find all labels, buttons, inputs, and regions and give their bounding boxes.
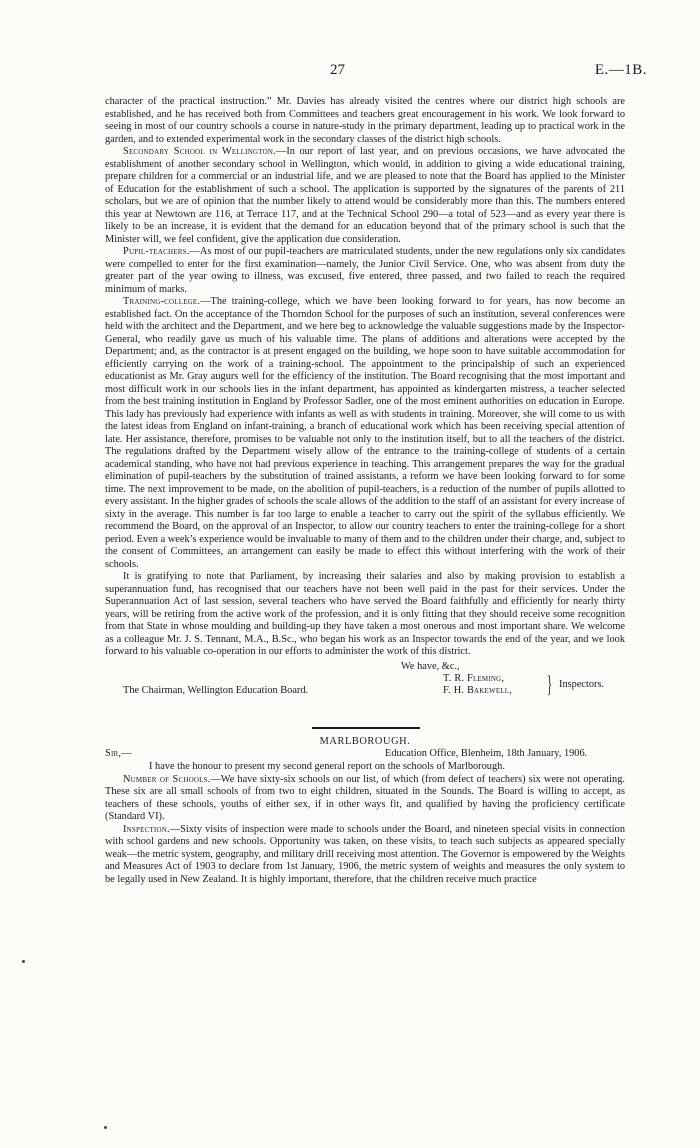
paragraph-text: —We have sixty-six schools on our list, of which (from defect of teachers) six were not operating. These six are all small schools of from two to eight children, situated in the Sounds. The Board is willing to accept, as teachers of these schools, youths of either sex, if in other ways fit, and qualified by having the proficiency certificate (Standard VI). bbox=[105, 773, 625, 822]
document-reference: E.—1B. bbox=[594, 62, 647, 78]
scan-speck bbox=[22, 960, 25, 963]
section-heading: Pupil-teachers. bbox=[123, 246, 190, 257]
section-heading: Secondary School in Wellington. bbox=[123, 146, 276, 157]
page-number: 27 bbox=[330, 62, 345, 78]
addressee: The Chairman, Wellington Education Board. bbox=[123, 684, 309, 696]
paragraph-superannuation bbox=[105, 571, 625, 659]
signatory-role: Inspectors. bbox=[559, 678, 605, 690]
section-heading: Training-college. bbox=[123, 296, 201, 307]
paragraph-intro bbox=[105, 761, 625, 774]
section-heading: Number of Schools. bbox=[123, 773, 211, 785]
section-heading: Inspection. bbox=[123, 823, 170, 835]
paragraph-pupil-teachers bbox=[105, 246, 625, 296]
signatory-fleming: T. R. Fleming, bbox=[443, 672, 505, 684]
section-title-marlborough: MARLBOROUGH. bbox=[319, 735, 411, 747]
paragraph-text: I have the honour to present my second general report on the schools of Marlborough. bbox=[149, 761, 505, 772]
salutation: Sir,— bbox=[105, 748, 132, 759]
scan-speck bbox=[104, 1126, 107, 1129]
signatory-bakewell: F. H. Bakewell, bbox=[443, 684, 513, 696]
paragraph-text: It is gratifying to note that Parliament, by increasing their salaries and also by making provision to establish a superannuation fund, has recognised that our teachers have not been well paid in the past for their services. Under the Superannuation Act of last session, several teachers who have served the Board faithfully and efficiently for nearly thirty years, will be retiring from the active work of the profession, and it is only fitting that they should receive some recognition from that State in whose moulding and building-up they have taken a most onerous and most important share. We welcome as a colleague Mr. J. S. Tennant, M.A., B.Sc., who began his work as an Inspector towards the end of the year, and we look forward to his valuable co-operation in our efforts to administer the work of this district. bbox=[105, 571, 625, 657]
letter-address-date: Education Office, Blenheim, 18th January, 1906. bbox=[385, 748, 588, 759]
paragraph-text: —The training-college, which we have been looking forward to for years, has now become an established fact. On the acceptance of the Thorndon School for the purposes of such an institution, several conferences were held with the architect and the Department, and we here beg to acknowledge the valuable suggestions made by the Inspector-General, who readily gave us much of his valuable time. The plans of additions and alterations were accepted by the Department; and, as the contractor is at present engaged on the building, we hope soon to have suitable accommodation for efficiently carrying on the work of a training-school. The appointment to the principalship of such an experienced educationist as Mr. Gray augurs well for the efficiency of the institution. The Board recognising that the most important and most difficult work in our schools lies in the infant department, has appointed as kindergarten mistress, a teacher selected from the best training institution in England by Professor Sadler, one of the most eminent authorities on education in Europe. This lady has previously had experience with infants as well as with students in training. Moreover, she will come to us with the latest ideas from England on infant-training, a branch of educational work which has been receiving special attention of late. Her assistance, therefore, promises to be valuable not only to the institution itself, but to all the teachers of the district. The regulations drafted by the Department wisely allow of the entrance to the training-college of students of a certain academical standing, who have not had previous experience in teaching. This arrangement prepares the way for the gradual elimination of pupil-teachers by the substitution of trained assistants, a reform we have been looking forward to for some time. The next improvement to be made, on the abolition of pupil-teachers, is a reduction of the number of pupils allotted to every assistant. In the higher grades of schools the scale allows of the addition to the staff of an assistant for every increase of sixty in the average. This number is far too large to enable a teacher to carry out the spirit of the syllabus efficiently. We recommend the Board, on the approval of an Inspector, to allow our country teachers to enter the training-college for a short period. Even a week’s experience would be invaluable to many of them and to the children under their charge, and, subject to the consent of Committees, an arrangement can easily be made to effect this without interfering with the work of their schools. bbox=[105, 296, 625, 570]
paragraph-text: —In our report of last year, and on previous occasions, we have advocated the establishment of another secondary school in Wellington, which would, in addition to giving a wide educational training, prepare children for a commercial or an industrial life, and we are pleased to note that the Board has applied to the Minister of Education for the establishment of such a school. The application is supported by the signatures of the parents of 211 scholars, but we are of opinion that the number likely to attend would be considerably more than this. The numbers entered this year at Newtown are 116, at Terrace 117, and at the Technical School 290—a total of 523—and as every year there is likely to be an increase, it is evident that the demand for an education beyond that of the primary school is such that the Minister will, we feel confident, give the application due consideration. bbox=[105, 146, 625, 245]
signature-block bbox=[105, 661, 625, 721]
paragraph-inspection bbox=[105, 824, 625, 887]
page-header bbox=[0, 62, 700, 82]
report-body bbox=[105, 96, 625, 886]
brace-glyph: } bbox=[547, 671, 553, 698]
paragraph-training-college bbox=[105, 296, 625, 571]
closing-phrase: We have, &c., bbox=[401, 660, 460, 672]
section-divider bbox=[312, 727, 420, 729]
paragraph-text: character of the practical instruction.” Mr. Davies has already visited the centres where our district high schools are established, and he has received both from Committees and teachers great encouragement in his work. We look forward to seeing in most of our country schools a course in nature-study in the primary department, leading up to practical work in the garden, and to extended experimental work in the secondary classes of the district high schools. bbox=[105, 96, 625, 145]
paragraph-number-of-schools bbox=[105, 774, 625, 824]
paragraph-text: —As most of our pupil-teachers are matriculated students, under the new regulations only six candidates were compelled to enter for the first examination—namely, the Junior Civil Service. One, who was absent from duty the greater part of the year owing to illness, was excused, five entered, three passed, and two failed to reach the required minimum of marks. bbox=[105, 246, 625, 295]
paragraph-secondary-school bbox=[105, 146, 625, 246]
letter-heading bbox=[105, 748, 625, 761]
paragraph-text: —Sixty visits of inspection were made to schools under the Board, and nineteen special visits in connection with school gardens and new schools. Opportunity was taken, on these visits, to teach such subjects as appeared specially weak—the metric system, geography, and military drill receiving most attention. The Governor is empowered by the Weights and Measures Act of 1903 to declare from 1st January, 1906, the metric system of weights and measures the only system to be legally used in New Zealand. It is highly important, therefore, that the children receive much practice bbox=[105, 823, 625, 885]
paragraph-practical-instruction bbox=[105, 96, 625, 146]
